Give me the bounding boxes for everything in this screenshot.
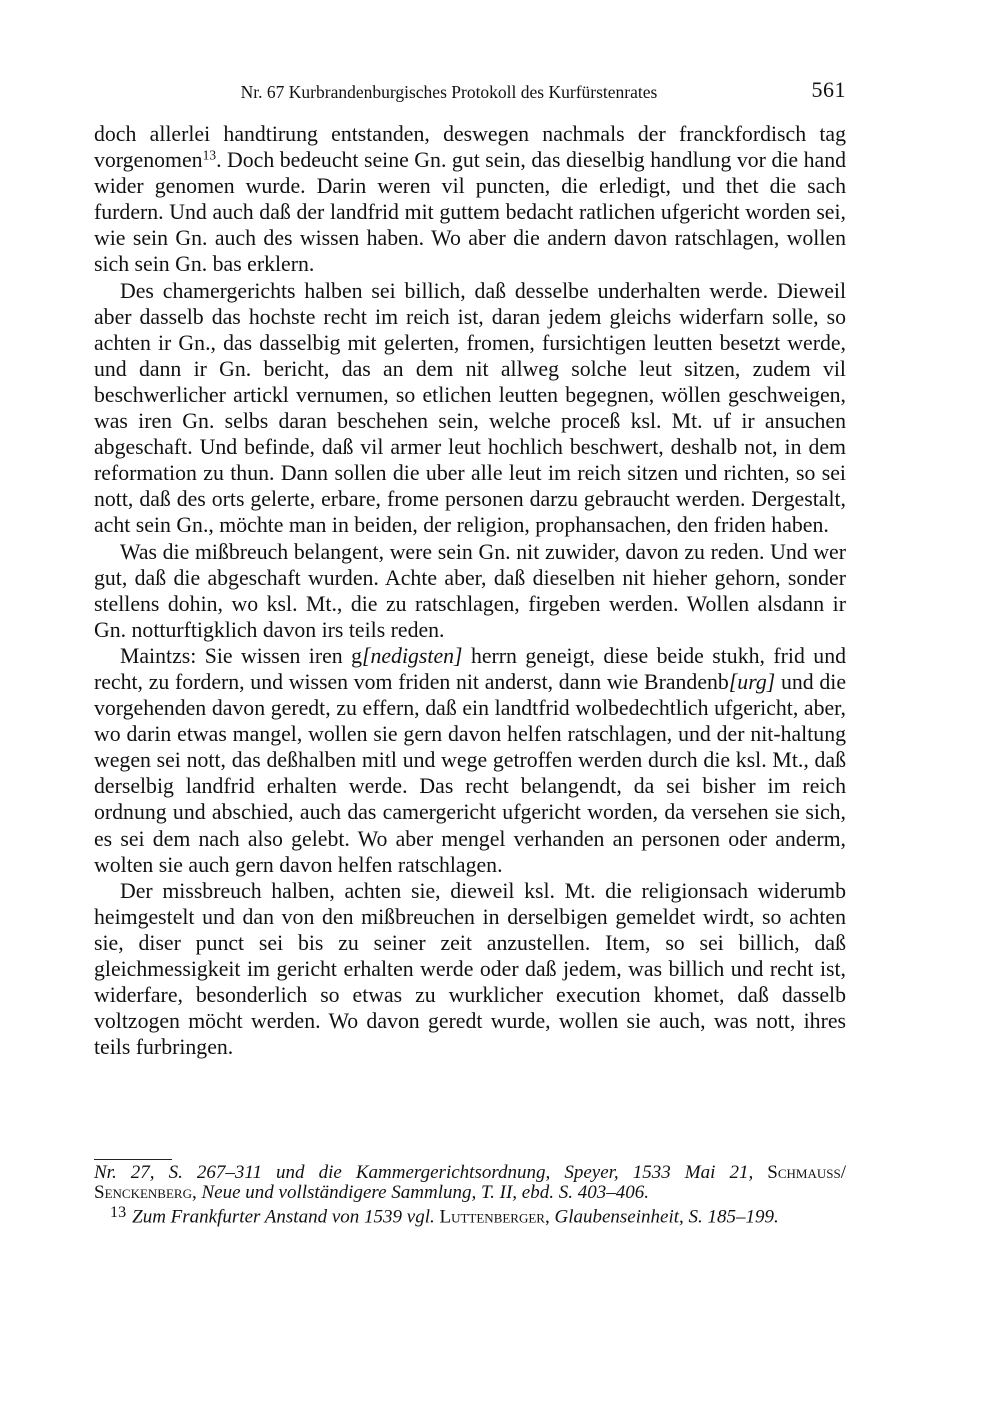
footnote-13	[94, 1203, 846, 1228]
footnote-continuation	[94, 1163, 846, 1203]
paragraph-4-text-a: Maintzs: Sie wissen iren g	[120, 643, 362, 668]
footnote-text: Glaubenseinheit, S. 185–199.	[554, 1206, 779, 1228]
footnote-number: 13	[110, 1204, 127, 1221]
paragraph-4-text-c: und die vorgehenden davon geredt, zu effern, daß ein landtfrid wolbedechtlich ufgericht, aber, wo darin etwas mangel, wollen sie gern davon helfen ratschlagen, und der nit-haltung wegen sei nott, das deßhalben mitl und wege getroffen werden durch die ksl. Mt., daß derselbig landfrid erhalten werde. Das recht belangendt, da sei bisher im reich ordnung und abschied, auch das camergericht ufgericht worden, da versehen sie sich, es sei dem nach also gelebt. Wo aber mengel verhanden an personen oder anderm, wolten sie auch gern davon helfen ratschlagen.	[94, 669, 846, 877]
running-title: Nr. 67 Kurbrandenburgisches Protokoll des Kurfürstenrates	[240, 82, 658, 102]
editorial-insert: [nedigsten]	[362, 643, 463, 668]
footnote-text: Neue und vollständigere Sammlung, T. II, ebd. S. 403–406.	[201, 1182, 649, 1203]
footnotes	[94, 1163, 846, 1228]
footnote-text: Zum Frankfurter Anstand von 1539 vgl.	[132, 1206, 435, 1228]
paragraph-5: Der missbreuch halben, achten sie, dieweil ksl. Mt. die religionsach widerumb heimgestelt und dan von den mißbreuchen in derselbigen gemeldet wirdt, so achten sie, diser punct sei bis zu seiner zeit anzustellen. Item, so sei billich, daß gleichmessigkeit im gericht erhalten werde oder daß jedem, was billich und recht ist, widerfare, besonderlich so etwas zu wurklicher execution khomet, daß dasselb voltzogen möcht werden. Wo davon geredt wurde, wollen sie auch, was nott, ihres teils furbringen.	[94, 878, 846, 1060]
footnote-ref-13: 13	[202, 147, 217, 163]
paragraph-1-text-b: . Doch bedeucht seine Gn. gut sein, das dieselbig handlung vor die hand wider genomen wurde. Darin weren vil puncten, die erledigt, und thet die sach furdern. Und auch daß der landfrid mit guttem bedacht ratlichen ufgericht worden sei, wie sein Gn. auch des wissen haben. Wo aber die andern davon ratschlagen, wollen sich sein Gn. bas erklern.	[94, 148, 846, 277]
footnote-text: Nr. 27, S. 267–311 und die Kammergerichtsordnung, Speyer, 1533 Mai 21,	[94, 1162, 754, 1183]
author-name: Schmauss/ Senckenberg,	[94, 1162, 846, 1203]
footnote-rule	[94, 1159, 172, 1160]
main-text	[94, 121, 846, 1060]
paragraph-2: Des chamergerichts halben sei billich, daß desselbe underhalten werde. Dieweil aber dasselb das hochste recht im reich ist, daran jedem gleichs widerfarn solle, so achten ir Gn., das dasselbig mit gelerten, fromen, fursichtigen leutten besetzt werde, und dann ir Gn. bericht, das an dem nit allweg solche leut sitzen, zudem vil beschwerlicher artickl vernumen, so etlichen leutten begegnen, wöllen geschweigen, was iren Gn. selbs daran beschehen sein, welche proceß ksl. Mt. uf ir ansuchen abgeschaft. Und befinde, daß vil armer leut hochlich beschwert, deshalb not, in dem reformation zu thun. Dann sollen die uber alle leut im reich sitzen und richten, so sei nott, daß des orts gelerte, erbare, frome personen darzu gebraucht werden. Dergestalt, acht sein Gn., möchte man in beiden, der religion, prophansachen, den friden haben.	[94, 278, 846, 538]
paragraph-3: Was die mißbreuch belangent, were sein Gn. nit zuwider, davon zu reden. Und wer gut, daß die abgeschaft wurden. Achte aber, daß dieselben nit hieher gehorn, sonder stellens dohin, wo ksl. Mt., die zu ratschlagen, firgeben werden. Wollen alsdann ir Gn. notturftigklich davon irs teils reden.	[94, 539, 846, 642]
paragraph-4	[94, 643, 846, 878]
paragraph-1	[94, 121, 846, 278]
editorial-insert: [urg]	[728, 669, 776, 694]
paragraph-4-text-b: herrn geneigt, diese beide stukh, frid und recht, zu fordern, und wissen vom friden nit anderst, dann wie Brandenb	[94, 643, 846, 694]
paragraph-1-text-a: doch allerlei handtirung entstanden, deswegen nachmals der franckfordisch tag vorgenomen	[94, 122, 846, 173]
author-name: Luttenberger,	[439, 1206, 550, 1228]
page-number: 561	[811, 77, 846, 102]
page-header	[94, 76, 846, 108]
